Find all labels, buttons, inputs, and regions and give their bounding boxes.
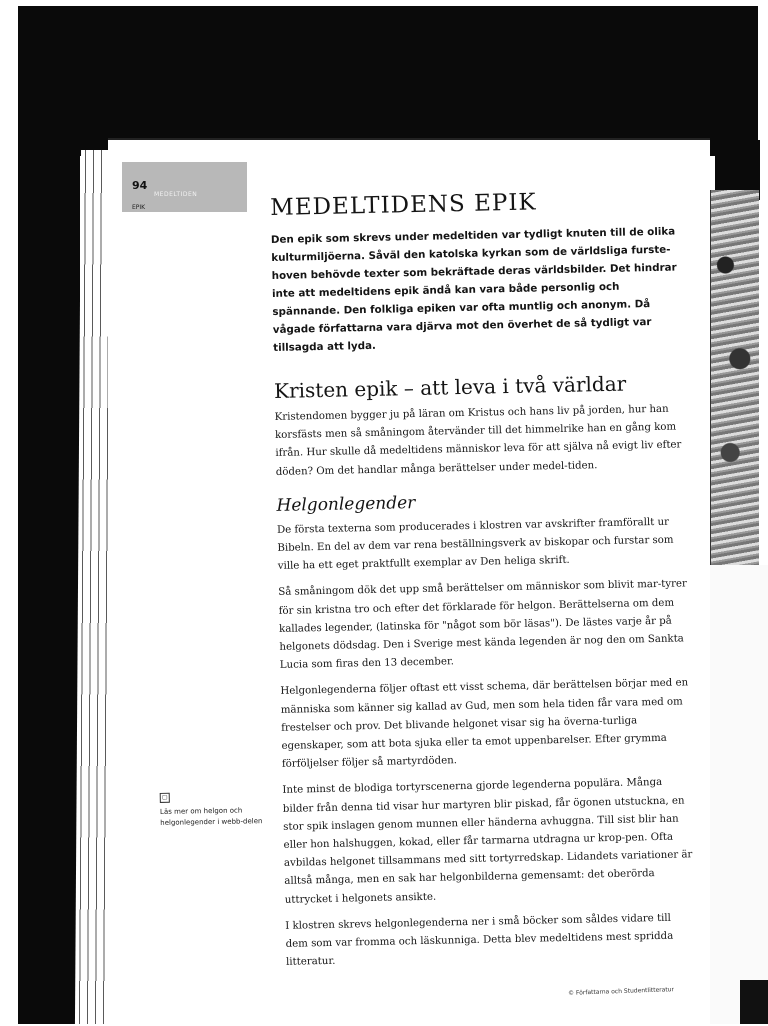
facing-page-blank <box>710 565 768 1024</box>
running-header-section: MEDELTIDEN <box>154 191 198 198</box>
margin-note-text: Läs mer om helgon och helgonlegender i webb-delen <box>159 806 263 827</box>
article-title: MEDELTIDENS EPIK <box>270 189 537 221</box>
paragraph: Kristendomen bygger ju på läran om Kristus och hans liv på jorden, hur han korsfästs men så småningom återvänder till det himmelrike han en gång kom ifrån. Hur skulle då medeltidens människor leva för att själva nå evigt liv efter döden? Om det handlar många berättelser under medel-tiden. <box>274 403 682 478</box>
scan-corner <box>740 980 768 1024</box>
scan-background-top <box>18 6 758 156</box>
section-heading-helgonlegender: Helgonlegender <box>276 492 416 516</box>
section-heading-kristen-epik: Kristen epik – att leva i två världar <box>273 371 627 403</box>
running-header-subsection: EPIK <box>132 204 146 211</box>
facing-page-illustration <box>710 190 759 565</box>
article-lede: Den epik som skrevs under medeltiden var tydligt knuten till de olika kulturmiljöerna. Såväl den katolska kyrkan som de världsliga furste-hoven behövde texter som bekräftade deras världsbilder. Det hindrar inte att medeltidens epik ändå kan vara både personlig och spännande. Den folkliga epiken var ofta muntlig och anonym. Då vågade författarna vara djärva mot den överhet de så tydligt var tillsagda att lyda. <box>270 225 677 354</box>
paragraph: I klostren skrevs helgonlegenderna ner i små böcker som såldes vidare till dem som var fromma och läskunniga. Detta blev medeltidens mest spridda litteratur. <box>285 912 674 969</box>
paragraph: Helgonlegenderna följer oftast ett visst schema, där berättelsen börjar med en människa som känner sig kallad av Gud, men som hela tiden får vara med om frestelser och prov. Det blivande helgonet visar sig ha överna-turliga egenskaper, som att bota sjuka eller ta emot uppenbarelser. Efter grymma förföljelser följer så martyrdöden. <box>280 677 689 771</box>
scan-background-left <box>18 140 80 1024</box>
paragraph: De första texterna som producerades i klostren var avskrifter framförallt ur Bibeln. En del av dem var rena beställningsverk av biskopar och furstar som ville ha ett eget praktfullt exemplar av Den heliga skrift. <box>276 516 674 573</box>
copyright-notice: © Författarna och Studentlitteratur <box>567 986 675 997</box>
paragraph: Så småningom dök det upp små berättelser om människor som blivit mar-tyrer för sin kristna tro och efter det förklarade för helgon. Berättelserna om dem kallades legender, (latinska för "något som bör läsas"). De lästes varje år på helgonets dödsdag. Den i Sverige mest kända legenden är nog den om Sankta Lucia som firas den 13 december. <box>278 578 687 672</box>
web-icon: ▢ <box>160 793 170 803</box>
margin-note <box>160 791 269 829</box>
paragraph: Inte minst de blodiga tortyrscenerna gjorde legenderna populära. Många bilder från denna tid visar hur martyren blir piskad, får ögonen utstuckna, en stor spik inslagen genom munnen eller händerna avhuggna. Till sist blir han eller hon halshuggen, kokad, eller får tarmarna utdragna ur krop-pen. Ofta avbildas helgonet tillsammans med sitt tortyrredskap. Lidandets variationer är alltså många, men en sak har helgonbilderna gemensamt: det oberörda uttrycket i helgonets ansikte. <box>282 777 693 906</box>
article-body <box>270 186 696 980</box>
page-number: 94 <box>132 179 148 192</box>
